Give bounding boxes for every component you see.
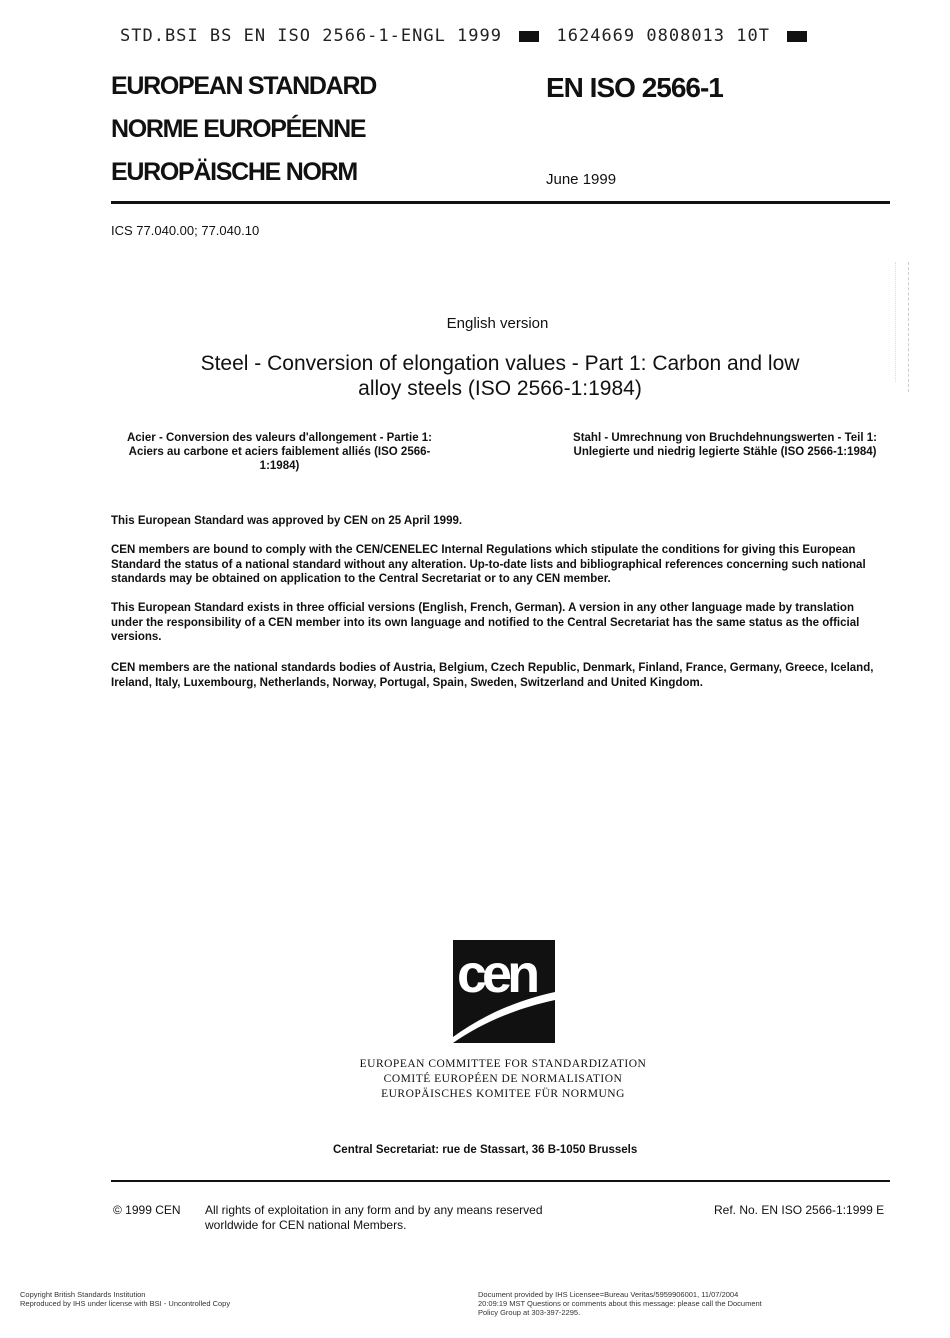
version-label: English version [446, 315, 549, 332]
subtitle-french [112, 431, 447, 473]
rights-line: All rights of exploitation in any form and by any means reserved [205, 1203, 543, 1217]
committee-name-english: EUROPEAN COMMITTEE FOR STANDARDIZATION [359, 1058, 647, 1070]
rights-notice [205, 1203, 585, 1232]
watermark-left [20, 1290, 230, 1308]
watermark-line: 20:09:19 MST Questions or comments about this message: please call the Document [478, 1299, 762, 1308]
cen-logo-text: cen [457, 944, 536, 1004]
black-bar-mark [519, 31, 539, 42]
header-rule [111, 201, 890, 204]
committee-name-french: COMITÉ EUROPÉEN DE NORMALISATION [383, 1073, 623, 1085]
subtitle-french-line: Aciers au carbone et aciers faiblement alliés (ISO 2566- [128, 446, 431, 458]
footer-rule [111, 1180, 890, 1182]
paragraph-versions: This European Standard exists in three official versions (English, French, German). A version in any other language made by translation under the responsibility of a CEN member into its own language and notified to the Central Secretariat has the same status as the official versions. [111, 602, 860, 643]
scan-header-code [120, 26, 813, 46]
subtitle-german-line: Unlegierte und niedrig legierte Stähle (ISO 2566-1:1984) [573, 446, 877, 458]
central-secretariat: Central Secretariat: rue de Stassart, 36 B-1050 Brussels [333, 1144, 638, 1156]
title-english: EUROPEAN STANDARD [111, 72, 376, 100]
document-title [150, 351, 850, 401]
ics-codes: ICS 77.040.00; 77.040.10 [111, 223, 260, 238]
document-title-line1: Steel - Conversion of elongation values - Part 1: Carbon and low [200, 352, 800, 375]
committee-name-german: EUROPÄISCHES KOMITEE FÜR NORMUNG [381, 1088, 625, 1100]
reference-number: Ref. No. EN ISO 2566-1:1999 E [714, 1203, 885, 1217]
watermark-line: Policy Group at 303-397-2295. [478, 1308, 581, 1317]
copyright-notice: © 1999 CEN [113, 1203, 181, 1217]
paragraph-members: CEN members are the national standards bodies of Austria, Belgium, Czech Republic, Denmark, Finland, France, Germany, Greece, Iceland, Ireland, Italy, Luxembourg, Netherlands, Norway, Portugal, Spain, Sweden, Switzerland and United Kingdom. [111, 662, 874, 689]
standard-number: EN ISO 2566-1 [546, 72, 723, 103]
watermark-right [478, 1290, 798, 1317]
watermark-line: Document provided by IHS Licensee=Bureau Veritas/5959906001, 11/07/2004 [478, 1290, 739, 1299]
scan-code-left: STD.BSI BS EN ISO 2566-1-ENGL 1999 [120, 26, 502, 46]
document-title-line2: alloy steels (ISO 2566-1:1984) [358, 377, 642, 400]
black-bar-mark [787, 31, 807, 42]
title-french: NORME EUROPÉENNE [111, 115, 366, 143]
committee-names [358, 1057, 648, 1102]
standard-date: June 1999 [546, 171, 617, 188]
scan-code-right: 1624669 0808013 10T [556, 26, 770, 46]
subtitle-german-line: Stahl - Umrechnung von Bruchdehnungswerten - Teil 1: [573, 432, 877, 444]
subtitle-german [540, 431, 910, 459]
paragraph-approved: This European Standard was approved by CEN on 25 April 1999. [111, 515, 463, 527]
watermark-line: Reproduced by IHS under license with BSI - Uncontrolled Copy [20, 1299, 231, 1308]
cen-logo [453, 940, 555, 1043]
subtitle-french-line: Acier - Conversion des valeurs d'allongement - Partie 1: [126, 432, 433, 444]
rights-line: worldwide for CEN national Members. [205, 1217, 407, 1232]
watermark-line: Copyright British Standards Institution [20, 1290, 146, 1299]
paragraph-comply: CEN members are bound to comply with the CEN/CENELEC Internal Regulations which stipulate the conditions for giving this European Standard the status of a national standard without any alteration. Up-to-date lists and bibliographical references concerning such national standards may be obtained on application to the Central Secretariat or to any CEN member. [111, 544, 866, 585]
title-german: EUROPÄISCHE NORM [111, 158, 357, 186]
subtitle-french-line: 1:1984) [259, 460, 300, 472]
